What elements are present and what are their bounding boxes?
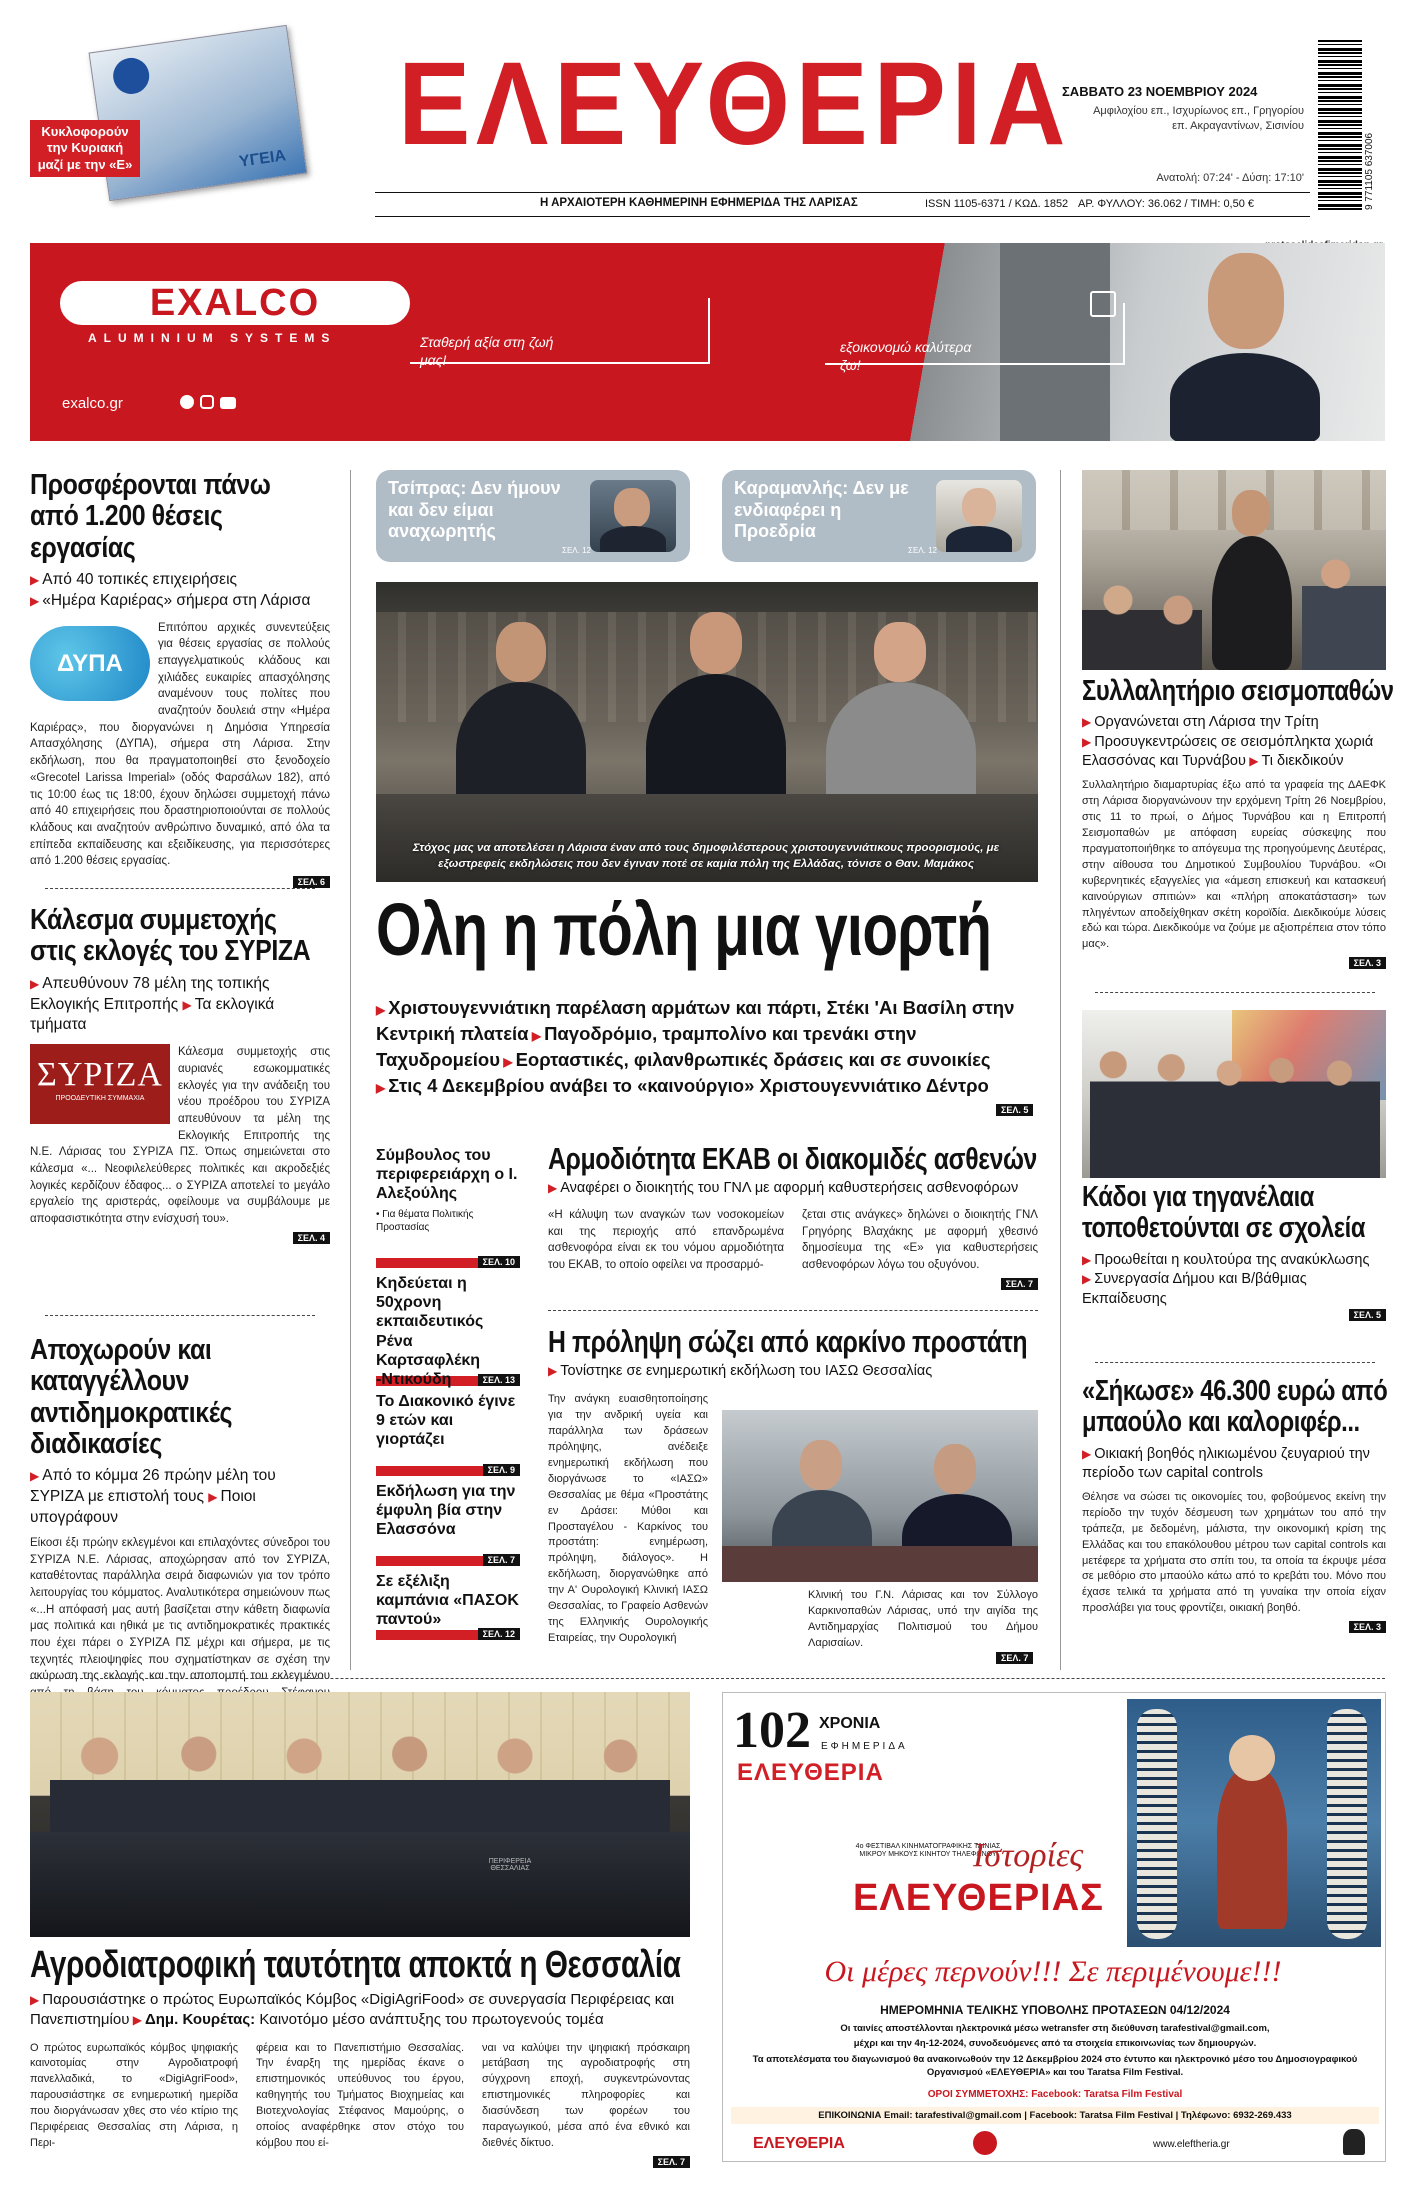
masthead-rule [375,192,1310,193]
right-column-1 [1082,675,1394,971]
article-resign-subs: ▶ Από το κόμμα 26 πρώην μέλη του ΣΥΡΙΖΑ με επιστολή τους ▶ Ποιοι υπογράφουν [30,1467,276,1527]
article-ekab-page[interactable]: ΣΕΛ. 7 [1001,1278,1038,1290]
main-sub3: Εορταστικές, φιλανθρωπικές δράσεις και σε συνοικίες [515,1048,991,1070]
agro-desk-sign: ΠΕΡΙΦΕΡΕΙΑ ΘΕΣΣΑΛΙΑΣ [488,1858,532,1872]
masthead-saints: Αμφιλοχίου επ., Ισχυρίωνος επ., Γρηγορίου επ. Ακραγαντίνων, Σισινίου [1093,105,1304,133]
ad-figure-head [1229,1735,1275,1781]
masthead-sun: Ανατολή: 07:24' - Δύση: 17:10' [1156,172,1304,184]
exalco-banner[interactable] [30,243,1385,441]
brief-item[interactable] [376,1566,520,1640]
brief-page: ΣΕΛ. 10 [478,1256,520,1268]
article-ekab-sub: Αναφέρει ο διοικητής του ΓΝΛ με αφορμή καθυστερήσεις ασθενοφόρων [560,1180,1019,1197]
ad-years-label: ΧΡΟΝΙΑ [819,1715,881,1732]
article-theft-sub1: Οικιακή βοηθός ηλικιωμένου ζευγαριού την περίοδο των capital controls [1082,1445,1370,1482]
article-prostate-body: Την ανάγκη ευαισθητοποίησης για την ανδρική υγεία και παράλληλα των δράσεων πρόληψης, ανέδειξε ενημερωτική εκδήλωση που διοργάνωσε το «ΙΑΣΩ» Θεσσαλίας με θέμα «Προστάτης εν Δράσει: Μύθοι και Προσταγέλου - Καρκίνος του προστάτη: ενημέρωση, πρόληψη, διάλογος». Η εκδήλωση, διοργανώθηκε από την Α' Ουρολογική Κλινική ΙΑΣΩ Θεσσαλίας, το Γραφείο Ασθενών της Ελληνικής Ουρολογικής Εταιρείας, την Ουρολογική [548,1393,708,1645]
social-icons [180,395,236,414]
article-ekab-col1: «Η κάλυψη των αναγκών των νοσοκομείων και της περιοχής από επανδρωμένα ασθενοφόρα είναι εκ του νόμου αρμοδιότητα του ΕΚΑΒ, το οποίο οφείλει να προσαρμό- [548,1209,784,1272]
magazine-logo-icon [111,56,152,97]
slogan-2: εξοικονομώ καλύτερα ζω! [840,339,972,374]
brief-text: Το Διακονικό έγινε 9 ετών και γιορτάζει [376,1393,516,1449]
masthead-tagline: Η ΑΡΧΑΙΟΤΕΡΗ ΚΑΘΗΜΕΡΙΝΗ ΕΦΗΜΕΡΙΔΑ ΤΗΣ ΛΑΡΙΣΑΣ [540,197,858,209]
brief-item[interactable] [376,1386,520,1476]
article-quake-page[interactable]: ΣΕΛ. 3 [1349,957,1386,969]
article-agro-page[interactable]: ΣΕΛ. 7 [653,2156,690,2168]
article-agro-col2: φέρεια και το Πανεπιστήμιο Θεσσαλίας. Την έναρξη της ημερίδας έκανε ο επιστημονικός υπεύθυνος του έργου, καθηγητής του Τμήματος Βιοχημείας και Βιοτεχνολογίας Στέφανος Μαμούρης, ο οποίος αναφέρθηκε στον στόχο του κόμβου που εί- [256,2041,464,2150]
article-quake-subs: ▶ Οργανώνεται στη Λάρισα την Τρίτη ▶ Προσυγκεντρώσεις σε σεισμόπληκτα χωριά Ελασσόνας και Τυρνάβου ▶ Τι διεκδικούν [1082,714,1374,770]
masthead-issue: ΑΡ. ΦΥΛΛΟΥ: 36.062 / ΤΙΜΗ: 0,50 € [1078,198,1255,210]
article-theft-subs: ▶ Οικιακή βοηθός ηλικιωμένου ζευγαριού την περίοδο των capital controls [1082,1445,1370,1482]
prostate-page-label[interactable]: ΣΕΛ. 7 [996,1652,1033,1664]
article-prostate-title[interactable]: Η πρόληψη σώζει από καρκίνο προστάτη [548,1324,1028,1359]
article-quake-title[interactable]: Συλλαλητήριο σεισμοπαθών [1082,675,1394,707]
left-divider-1 [45,888,315,889]
magazine-promo[interactable] [28,28,348,198]
article-jobs-page[interactable]: ΣΕΛ. 6 [293,876,330,888]
brief-page: ΣΕΛ. 7 [483,1554,520,1566]
ad-paper-label: ΕΦΗΜΕΡΙΔΑ [821,1741,908,1752]
main-sub4: Στις 4 Δεκεμβρίου ανάβει το «καινούργιο» Χριστουγεννιάτικο Δέντρο [388,1074,989,1096]
ad-tagline: Οι μέρες περνούν!!! Σε περιμένουμε!!! [824,1955,1282,1988]
quake-photo [1082,470,1386,670]
barcode [1318,40,1362,212]
syriza-logo [30,1044,170,1124]
article-agro [30,1945,690,2170]
article-bins-subs: ▶ Προωθείται η κουλτούρα της ανακύκλωσης ▶ Συνεργασία Δήμου και Β/βάθμιας Εκπαίδευσης [1082,1251,1370,1307]
article-quake-sub2: Προσυγκεντρώσεις σε σεισμόπληκτα χωριά Ελασσόνας και Τυρνάβου [1082,733,1374,770]
agro-desk [30,1832,690,1937]
article-quake-body: Συλλαλητήριο διαμαρτυρίας έξω από τα γραφεία της ΔΑΕΦΚ στη Λάρισα διοργανώνουν την ερχόμενη Τρίτη 26 Νοεμβρίου, στις 11 το πρωί, ο Δήμος Τυρνάβου και η Επιτροπή Σεισμοπαθών με απόφαση ευρείας σύσκεψης που πραγματοποιήθηκε το απόγευμα της προηγούμενης Δευτέρας, στην αίθουσα του Δημοτικού Συμβουλίου Τυρνάβου. «Οι κυβερνητικές εξαγγελίες για «άμεση επισκευή και κατασκευή καινούργιων σπιτιών» και «πλήρη αποκατάσταση» των πληγέντων αποδείχθηκαν σκέτη κοροϊδία. Διεκδικούμε λύσεις εδώ και τώρα. Διεκδικούμε να ζούμε με αξιοπρέπεια στον τόπο μας». [1082,779,1386,951]
exalco-site: exalco.gr [62,395,123,412]
article-ekab-title[interactable]: Αρμοδιότητα ΕΚΑΒ οι διακομιδές ασθενών [548,1141,1037,1176]
barcode-number: 9 771105 637006 [1364,132,1375,210]
masthead-title[interactable]: ΕΛΕΥΘΕΡΙΑ [398,38,1072,170]
slogan-1: Σταθερή αξία στη ζωή μας! [420,334,554,369]
center-divider [548,1310,1038,1311]
article-quake-sub1: Οργανώνεται στη Λάρισα την Τρίτη [1094,714,1319,731]
ad-festival-1: Ιστορίες [973,1837,1084,1874]
quake-speaker [1212,490,1292,670]
bins-people [1090,1040,1380,1178]
youtube-icon [220,397,236,409]
speaker-2 [646,612,786,822]
article-bins-title[interactable]: Κάδοι για τηγανέλαια τοποθετούνται σε σχολεία [1082,1181,1366,1245]
ad-site: www.eleftheria.gr [1153,2139,1230,2150]
ad-years: 102 [733,1702,811,1759]
article-jobs-subs: ▶ Από 40 τοπικές επιχειρήσεις ▶ «Ημέρα Καριέρας» σήμερα στη Λάρισα [30,570,311,609]
ad-paper: ΕΛΕΥΘΕΡΙΑ [737,1759,884,1786]
right-divider-2 [1095,1362,1375,1363]
ad-tree-2 [1327,1709,1367,1939]
ad-text-1: Οι ταινίες αποστέλλονται ηλεκτρονικά μέσω wetransfer στη διεύθυνση tarafestival@gmail.com, [840,2023,1270,2034]
syriza-logo-text: ΣΥΡΙΖΑ [37,1056,163,1094]
exalco-brand-sub: ALUMINIUM SYSTEMS [88,331,337,345]
tsipras-text: Τσίπρας: Δεν ήμουν και δεν είμαι αναχωρητής [388,478,561,542]
article-syriza-body: Κάλεσμα συμμετοχής στις αυριανές εσωκομματικές εκλογές για την ανάδειξη του νέου προέδρου του ΣΥΡΙΖΑ απευθύνουν τα μέλη της Εκλογικής Επιτροπής της Ν.Ε. Λάρισας του ΣΥΡΙΖΑ ΠΣ. Όπως σημειώνεται στο κάλεσμα «... Νεοφιλελεύθερες πολιτικές και ακροδεξιές λογικές κερδίζουν έδαφος... ο ΣΥΡΙΖΑ αποτελεί το μεγάλο εργαλείο της αριστεράς, οφείλουμε να συμβάλουμε με αποφασιστικότητα στην ενίσχυσή του». [30,1046,330,1226]
column-rule-left [350,470,351,1670]
right-divider-1 [1095,992,1375,993]
promo-label: Κυκλοφορούν την Κυριακή μαζί με την «Ε» [30,120,140,177]
brief-note: • Για θέματα Πολιτικής Προστασίας [376,1208,474,1233]
ad-contact: ΕΠΙΚΟΙΝΩΝΙΑ Email: tarafestival@gmail.com | Facebook: Taratsa Film Festival | Τηλέφωνο: 6932-269.433 [731,2107,1379,2124]
ad-deadline: ΗΜΕΡΟΜΗΝΙΑ ΤΕΛΙΚΗΣ ΥΠΟΒΟΛΗΣ ΠΡΟΤΑΣΕΩΝ 04/12/2024 [880,2003,1230,2017]
article-syriza-sub1: Απευθύνουν 78 μέλη της τοπικής Εκλογικής Επιτροπής [30,974,270,1013]
article-quake-sub3: Τι διεκδικούν [1261,753,1344,770]
brief-text: Σύμβουλος του περιφερειάρχη ο Ι. Αλεξούλης [376,1147,518,1203]
festival-ad[interactable] [722,1692,1386,2162]
karamanlis-text: Καραμανλής: Δεν με ενδιαφέρει η Προεδρία [734,478,909,542]
masthead-date: ΣΑΒΒΑΤΟ 23 ΝΟΕΜΒΡΙΟΥ 2024 [1062,84,1258,99]
ad-illustration [1127,1699,1381,1947]
brief-item[interactable] [376,1476,520,1566]
home-icon [1090,291,1116,317]
article-ekab-col2: ζεται στις ανάγκες» δηλώνει ο διοικητής ΓΝΛ Γρηγόρης Βλαχάκης με αφορμή χθεσινό δημοσίευμα της «Ε» για καθυστερήσεις ασθενοφόρων λόγω του οξυγόνου. [802,1209,1038,1272]
dypa-logo [30,626,150,701]
article-bins-page[interactable]: ΣΕΛ. 5 [1349,1309,1386,1321]
main-photo [376,582,1038,882]
article-agro-columns [30,2041,690,2153]
main-headline[interactable]: Ολη η πόλη μια γιορτή [376,888,992,971]
syriza-logo-sub: ΠΡΟΟΔΕΥΤΙΚΗ ΣΥΜΜΑΧΙΑ [55,1095,145,1103]
tsipras-photo [590,480,676,552]
brief-page: ΣΕΛ. 13 [478,1374,520,1386]
prostate-caption: Κλινική του Γ.Ν. Λάρισας και τον Σύλλογο Καρκινοπαθών Λάρισας, υπό την αιγίδα της Αντιδημαρχίας Πολιτισμού του Δήμου Λαρισαίων. [808,1589,1038,1649]
prostate-page [996,1648,1033,1666]
karamanlis-photo [936,480,1022,552]
ad-figure [1217,1769,1287,1929]
prostate-photo [722,1410,1038,1582]
speaker-1 [456,622,586,822]
article-jobs-body: Επιτόπου αρχικές συνεντεύξεις για θέσεις εργασίας σε πολλούς επαγγελματικούς κλάδους και χιλιάδες ευκαιρίες απασχόλησης αναμένουν τους πολίτες που αναζητούν δουλειά στην «Ημέρα Καριέρας», που διοργανώνει η Δημόσια Υπηρεσία Απασχόλησης (ΔΥΠΑ), σήμερα στη Λάρισα. Στην εκδήλωση, που θα πραγματοποιηθεί στο ξενοδοχείο «Grecotel Larissa Imperial» (οδός Φαρσάλων 182), από τις 10:00 έως τις 18:00, έχουν δηλώσει συμμετοχή πάνω από 40 επιχειρήσεις που δραστηριοποιούνται σε πολλούς κλάδους και αναζητούν ανθρώπινο δυναμικό, από όλα τα επίπεδα εκπαίδευσης και εξειδίκευσης, για περισσότερες από 1.200 θέσεις εργασίας. [30,621,330,868]
instagram-icon [200,395,214,409]
article-resign-title[interactable]: Αποχωρούν και καταγγέλλουν αντιδημοκρατικές διαδικασίες [30,1334,233,1460]
article-prostate-sub-row: ▶ Τονίστηκε σε ενημερωτική εκδήλωση του ΙΑΣΩ Θεσσαλίας [548,1363,933,1380]
facebook-icon [180,395,194,409]
article-syriza-subs: ▶ Απευθύνουν 78 μέλη της τοπικής Εκλογικής Επιτροπής ▶ Τα εκλογικά τμήματα [30,974,275,1034]
masthead-rule-bottom [375,216,1310,217]
banner-person [1170,253,1320,441]
main-photo-caption: Στόχος μας να αποτελέσει η Λάρισα έναν από τους δημοφιλέστερους χριστουγεννιάτικους προορισμούς, με εξωστρεφείς εκδηλώσεις που δεν έγιναν ποτέ σε καμία πόλη της Ελλάδας, τόνισε ο Θαν. Μαμάκος [412,842,1000,871]
agro-panel [50,1732,670,1832]
article-agro-sub2: Δημ. Κουρέτας: [144,2011,256,2029]
magazine-label: ΥΓΕΙΑ [238,147,287,171]
article-theft-page[interactable]: ΣΕΛ. 3 [1349,1621,1386,1633]
ad-text-3: Τα αποτελέσματα του διαγωνισμού θα ανακοινωθούν την 12 Δεκεμβρίου 2024 στο έντυπο και ηλεκτρονικό μέσο του Δημοσιογραφικού Οργανισμού «ΕΛΕΥΘΕΡΙΑ» και του Taratsa Film Festival. [752,2054,1358,2079]
left-column-3 [30,1335,330,1736]
ad-text-2: μέχρι και την 4η-12-2024, συνοδευόμενες από τα στοιχεία επικοινωνίας των δημιουργών. [853,2038,1257,2049]
article-agro-col3: ναι να καλύψει την ψηφιακή πρόσκαιρη μετάβαση της αγροδιατροφής στη σύγχρονη εποχή, συγκεντρώνοντας επιστημονικές πληροφορίες και διασύνδεση των φορέων του παραγωγικού, μέσα από ένα εθνικό και διεθνές δίκτυο. [482,2041,690,2150]
ad-cat-icon [1343,2129,1365,2155]
article-ekab [548,1142,1038,1292]
brief-item[interactable] [376,1140,520,1268]
article-ekab-sub-row: ▶ Αναφέρει ο διοικητής του ΓΝΛ με αφορμή καθυστερήσεις ασθενοφόρων [548,1180,1019,1197]
main-subs: ▶ Χριστουγεννιάτικη παρέλαση αρμάτων και πάρτι, Στέκι 'Αι Βασίλη στην Κεντρική πλατεία ▶ Παγοδρόμιο, τραμπολίνο και τρενάκι στην Ταχυδρομείου ▶ Εορταστικές, φιλανθρωπικές δράσεις και σε συνοικίες ▶ Στις 4 Δεκεμβρίου ανάβει το «καινούργιο» Χριστουγεννιάτικο Δέντρο [376,997,1015,1096]
article-bins-sub1: Προωθείται η κουλτούρα της ανακύκλωσης [1094,1251,1370,1268]
quake-crowd-left [1082,570,1202,670]
left-column-2 [30,905,330,1246]
article-agro-col1: Ο πρώτος ευρωπαϊκός κόμβος ψηφιακής καινοτομίας στην Αγροδιατροφή πανελλαδικά, το «DigiAgriFood», παρουσιάστηκε σε ενημερωτική ημερίδα που διοργάνωσαν χθες στο νέο κτίριο της Περιφέρειας Θεσσαλίας στη Λάρισα, η Περι- [30,2041,238,2150]
article-theft-body: Θέλησε να σώσει τις οικονομίες του, φοβούμενος εκείνη την περίοδο την τυχόν δέσμευση των χρημάτων του από την τράπεζα, με δεδομένη, μάλιστα, την οικονομική κρίση της Ελλάδας και του επακόλουθου μέτρου των capital controls και μετέφερε τα χρήματα στο σπίτι του, τα οποία τα έκρυψε μέσα σε μεθόριο στο μπαούλο κάτω από το κρεβάτι του. Μόνο που έχασε τελικά τα χρήματα από τη γυναίκα την οποία είχαν προσλάβει για τους φροντίζει, οικιακή βοηθό. [1082,1490,1386,1615]
bottom-divider [30,1678,1385,1679]
brief-text: Σε εξέλιξη καμπάνια «ΠΑΣΟΚ παντού» [376,1573,519,1629]
article-agro-title[interactable]: Αγροδιατροφική ταυτότητα αποκτά η Θεσσαλία [30,1944,681,1986]
ad-sponsor-logo-icon [973,2131,997,2155]
agro-photo [30,1692,690,1937]
right-column-2 [1082,1182,1386,1323]
article-syriza-title[interactable]: Κάλεσμα συμμετοχής στις εκλογές του ΣΥΡΙΖΑ [30,904,311,968]
article-jobs-sub1: Από 40 τοπικές επιχειρήσεις [42,570,237,588]
brief-page: ΣΕΛ. 9 [483,1464,520,1476]
main-page-label[interactable]: ΣΕΛ. 5 [996,1104,1033,1116]
article-resign-sub2: Ποιοι υπογράφουν [30,1488,256,1527]
article-theft-title[interactable]: «Σήκωσε» 46.300 ευρώ από μπαούλο και καλοριφέρ... [1082,1375,1388,1439]
briefs-column [376,1140,520,1640]
tsipras-box[interactable] [376,470,690,562]
main-page [996,1100,1033,1118]
article-agro-sub3: Καινοτόμο μέσο ανάπτυξης του πρωτογενούς τομέα [259,2011,604,2029]
right-column-3 [1082,1376,1386,1635]
tsipras-page: ΣΕΛ. 12 [562,546,591,555]
main-sub1: Χριστουγεννιάτικη παρέλαση αρμάτων και πάρτι, Στέκι 'Αι Βασίλη στην Κεντρική πλατεία [376,997,1015,1044]
ad-festival-top: 4ο ΦΕΣΤΙΒΑΛ ΚΙΝΗΜΑΤΟΓΡΑΦΙΚΗΣ ΤΑΙΝΙΑΣ ΜΙΚΡΟΥ ΜΗΚΟΥΣ ΚΙΝΗΤΟΥ ΤΗΛΕΦΩΝΟΥ [855,1843,1001,1859]
karamanlis-page: ΣΕΛ. 12 [908,546,937,555]
masthead-issn: ISSN 1105-6371 / ΚΩΔ. 1852 [925,198,1069,210]
article-bins-sub2: Συνεργασία Δήμου και Β/βάθμιας Εκπαίδευσης [1082,1271,1307,1307]
article-syriza-page[interactable]: ΣΕΛ. 4 [293,1232,330,1244]
article-syriza-sub2: Τα εκλογικά τμήματα [30,995,275,1034]
ad-tree-1 [1137,1709,1177,1939]
brief-text: Εκδήλωση για την έμφυλη βία στην Ελασσόνα [376,1483,516,1539]
exalco-brand: EXALCO [149,282,321,324]
brief-item[interactable] [376,1268,520,1386]
article-prostate-sub: Τονίστηκε σε ενημερωτική εκδήλωση του ΙΑΣΩ Θεσσαλίας [560,1363,933,1380]
article-resign-body: Είκοσι έξι πρώην εκλεγμένοι και επιλαχόντες σύνεδροι του ΣΥΡΙΖΑ Ν.Ε. Λάρισας, αποχώρησαν από τον ΣΥΡΙΖΑ, καταθέτοντας παράλληλα σειρά διαφωνιών για τον τρόπο λειτουργίας του κόμματος. Αναλυτικότερα σημειώνουν πως «...Η απόφασή μας αυτή βασίζεται στην κάθετη διαφωνία μας πολιτικά και ηθικά με τις αντιδημοκρατικές πρακτικές που έχει πάρει ο ΣΥΡΙΖΑ ΠΣ μέχρι και σήμερα, με τις τεχνητές πλειοψηφίες που σχηματίστηκαν σε σχέση την ακύρωση της εκλογής και την αποπομπή του εκλεγμένου [30,1537,330,1683]
ad-festival-2: ΕΛΕΥΘΕΡΙΑΣ [853,1877,1104,1919]
article-resign-sub1: Από το κόμμα 26 πρώην μέλη του ΣΥΡΙΖΑ με επιστολή τους [30,1467,276,1506]
dypa-logo-text: ΔΥΠΑ [57,649,123,677]
brief-page: ΣΕΛ. 12 [478,1628,520,1640]
speaker-3 [826,622,976,822]
main-sub2: Παγοδρόμιο, τραμπολίνο και τρενάκι στην Ταχυδρομείου [376,1022,917,1070]
karamanlis-box[interactable] [722,470,1036,562]
brief-text: Κηδεύεται η 50χρονη εκπαιδευτικός Ρένα Καρτσαφλέκη -Ντικούδη [376,1275,484,1388]
article-agro-sub1: Παρουσιάστηκε ο πρώτος Ευρωπαϊκός Κόμβος «DigiAgriFood» σε συνεργασία Περιφέρειας και Πανεπιστημίου [30,1991,675,2029]
bins-photo [1082,1010,1386,1178]
article-jobs-title[interactable]: Προσφέρονται πάνω από 1.200 θέσεις εργασίας [30,469,271,564]
left-divider-2 [45,1315,315,1316]
ad-rules: ΟΡΟΙ ΣΥΜΜΕΤΟΧΗΣ: Facebook: Taratsa Film Festival [927,2089,1183,2100]
article-agro-subs: ▶ Παρουσιάστηκε ο πρώτος Ευρωπαϊκός Κόμβος «DigiAgriFood» σε συνεργασία Περιφέρειας και Πανεπιστημίου ▶ Δημ. Κουρέτας: Καινοτόμο μέσο ανάπτυξης του πρωτογενούς τομέα [30,1991,675,2029]
article-ekab-columns [548,1207,1038,1274]
ad-sponsor-1: ΕΛΕΥΘΕΡΙΑ [753,2135,845,2152]
article-jobs-sub2: «Ημέρα Καριέρας» σήμερα στη Λάρισα [42,591,311,609]
quake-crowd-right [1302,550,1386,670]
column-rule-right [1060,470,1061,1670]
prostate-table [722,1546,1038,1582]
left-column [30,470,330,890]
